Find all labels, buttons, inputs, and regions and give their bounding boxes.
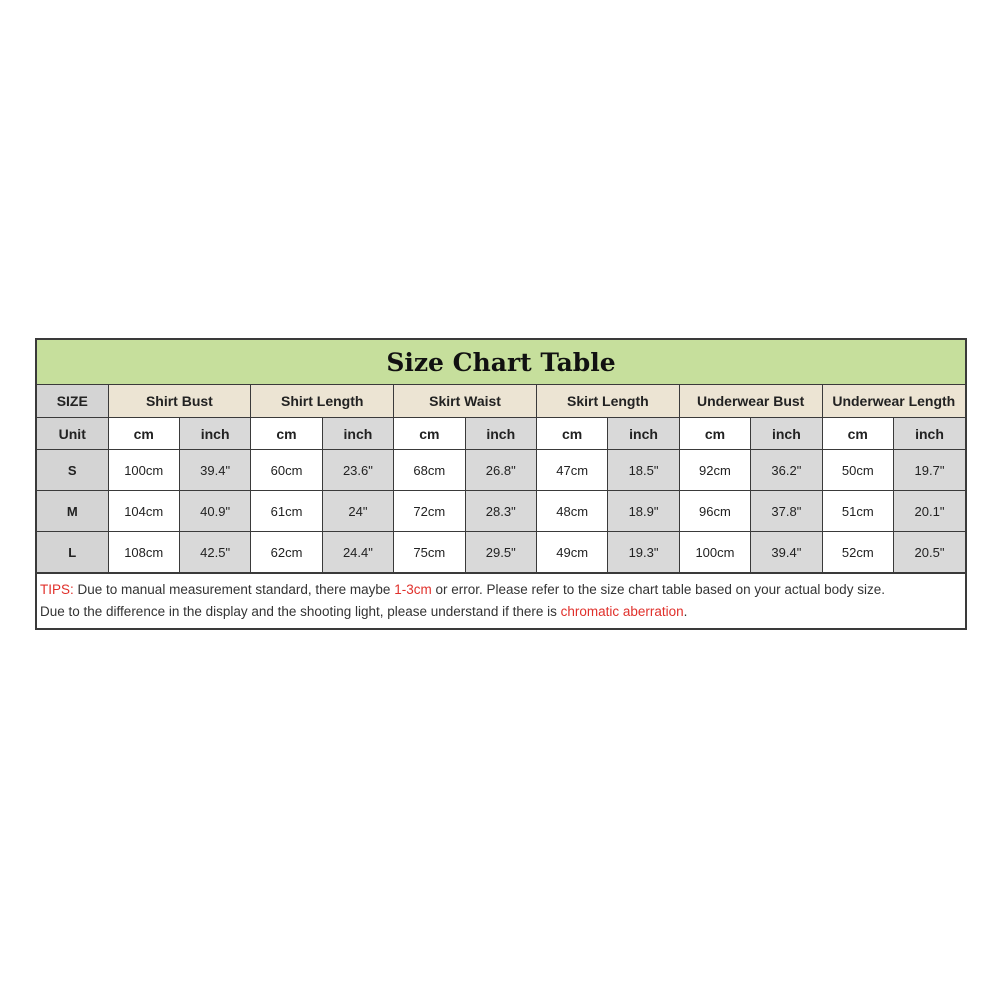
table-cell: 48cm: [536, 491, 607, 532]
table-cell: 92cm: [679, 450, 750, 491]
tips-prefix: TIPS:: [40, 582, 74, 597]
group-header-row: [37, 385, 965, 418]
table-cell: 52cm: [822, 532, 893, 573]
tips-highlight-aberration: chromatic aberration: [560, 604, 684, 619]
group-header-skirt-waist: Skirt Waist: [394, 385, 537, 418]
tips-text: Due to manual measurement standard, there maybe: [73, 582, 395, 597]
size-row-l: [37, 532, 965, 573]
table-cell: 24.4": [322, 532, 393, 573]
table-cell: 20.1": [893, 491, 965, 532]
table-cell: 23.6": [322, 450, 393, 491]
group-header-underwear-bust: Underwear Bust: [679, 385, 822, 418]
table-cell: 49cm: [536, 532, 607, 573]
tips-highlight-range: 1-3cm: [394, 582, 432, 597]
table-cell: 62cm: [251, 532, 322, 573]
table-cell: 37.8": [751, 491, 822, 532]
table-cell: 72cm: [394, 491, 465, 532]
table-cell: 61cm: [251, 491, 322, 532]
table-cell: 68cm: [394, 450, 465, 491]
table-cell: 100cm: [679, 532, 750, 573]
table-cell: 96cm: [679, 491, 750, 532]
table-cell: 40.9": [179, 491, 250, 532]
size-row-m: [37, 491, 965, 532]
table-cell: 29.5": [465, 532, 536, 573]
tips-line-1: [40, 579, 961, 601]
group-header-underwear-length: Underwear Length: [822, 385, 965, 418]
tips-note: [37, 573, 965, 628]
table-cell: 28.3": [465, 491, 536, 532]
unit-header-label: Unit: [37, 418, 108, 450]
table-cell: 50cm: [822, 450, 893, 491]
unit-inch: inch: [179, 418, 250, 450]
table-cell: 108cm: [108, 532, 179, 573]
unit-inch: inch: [322, 418, 393, 450]
chart-title: Size Chart Table: [37, 340, 965, 385]
table-cell: 51cm: [822, 491, 893, 532]
size-label: L: [37, 532, 108, 573]
table-cell: 24": [322, 491, 393, 532]
table-cell: 39.4": [179, 450, 250, 491]
group-header-skirt-length: Skirt Length: [536, 385, 679, 418]
table-cell: 18.5": [608, 450, 679, 491]
group-header-shirt-length: Shirt Length: [251, 385, 394, 418]
unit-inch: inch: [608, 418, 679, 450]
unit-cm: cm: [394, 418, 465, 450]
size-chart: [35, 338, 967, 630]
tips-text: or error. Please refer to the size chart table based on your actual body size.: [431, 582, 885, 597]
table-cell: 19.3": [608, 532, 679, 573]
unit-inch: inch: [465, 418, 536, 450]
table-cell: 42.5": [179, 532, 250, 573]
unit-cm: cm: [822, 418, 893, 450]
unit-header-row: [37, 418, 965, 450]
tips-text: .: [683, 604, 688, 619]
unit-inch: inch: [893, 418, 965, 450]
table-cell: 18.9": [608, 491, 679, 532]
table-cell: 47cm: [536, 450, 607, 491]
size-row-s: [37, 450, 965, 491]
size-label: M: [37, 491, 108, 532]
table-cell: 104cm: [108, 491, 179, 532]
size-header-label: SIZE: [37, 385, 108, 418]
unit-cm: cm: [536, 418, 607, 450]
size-label: S: [37, 450, 108, 491]
table-cell: 26.8": [465, 450, 536, 491]
unit-inch: inch: [751, 418, 822, 450]
table-cell: 39.4": [751, 532, 822, 573]
group-header-shirt-bust: Shirt Bust: [108, 385, 251, 418]
table-cell: 100cm: [108, 450, 179, 491]
size-table: [37, 385, 965, 573]
unit-cm: cm: [251, 418, 322, 450]
table-cell: 75cm: [394, 532, 465, 573]
tips-text: Due to the difference in the display and the shooting light, please understand if there is: [40, 604, 561, 619]
tips-line-2: [40, 601, 961, 623]
table-cell: 19.7": [893, 450, 965, 491]
table-cell: 36.2": [751, 450, 822, 491]
unit-cm: cm: [679, 418, 750, 450]
table-cell: 20.5": [893, 532, 965, 573]
table-cell: 60cm: [251, 450, 322, 491]
unit-cm: cm: [108, 418, 179, 450]
